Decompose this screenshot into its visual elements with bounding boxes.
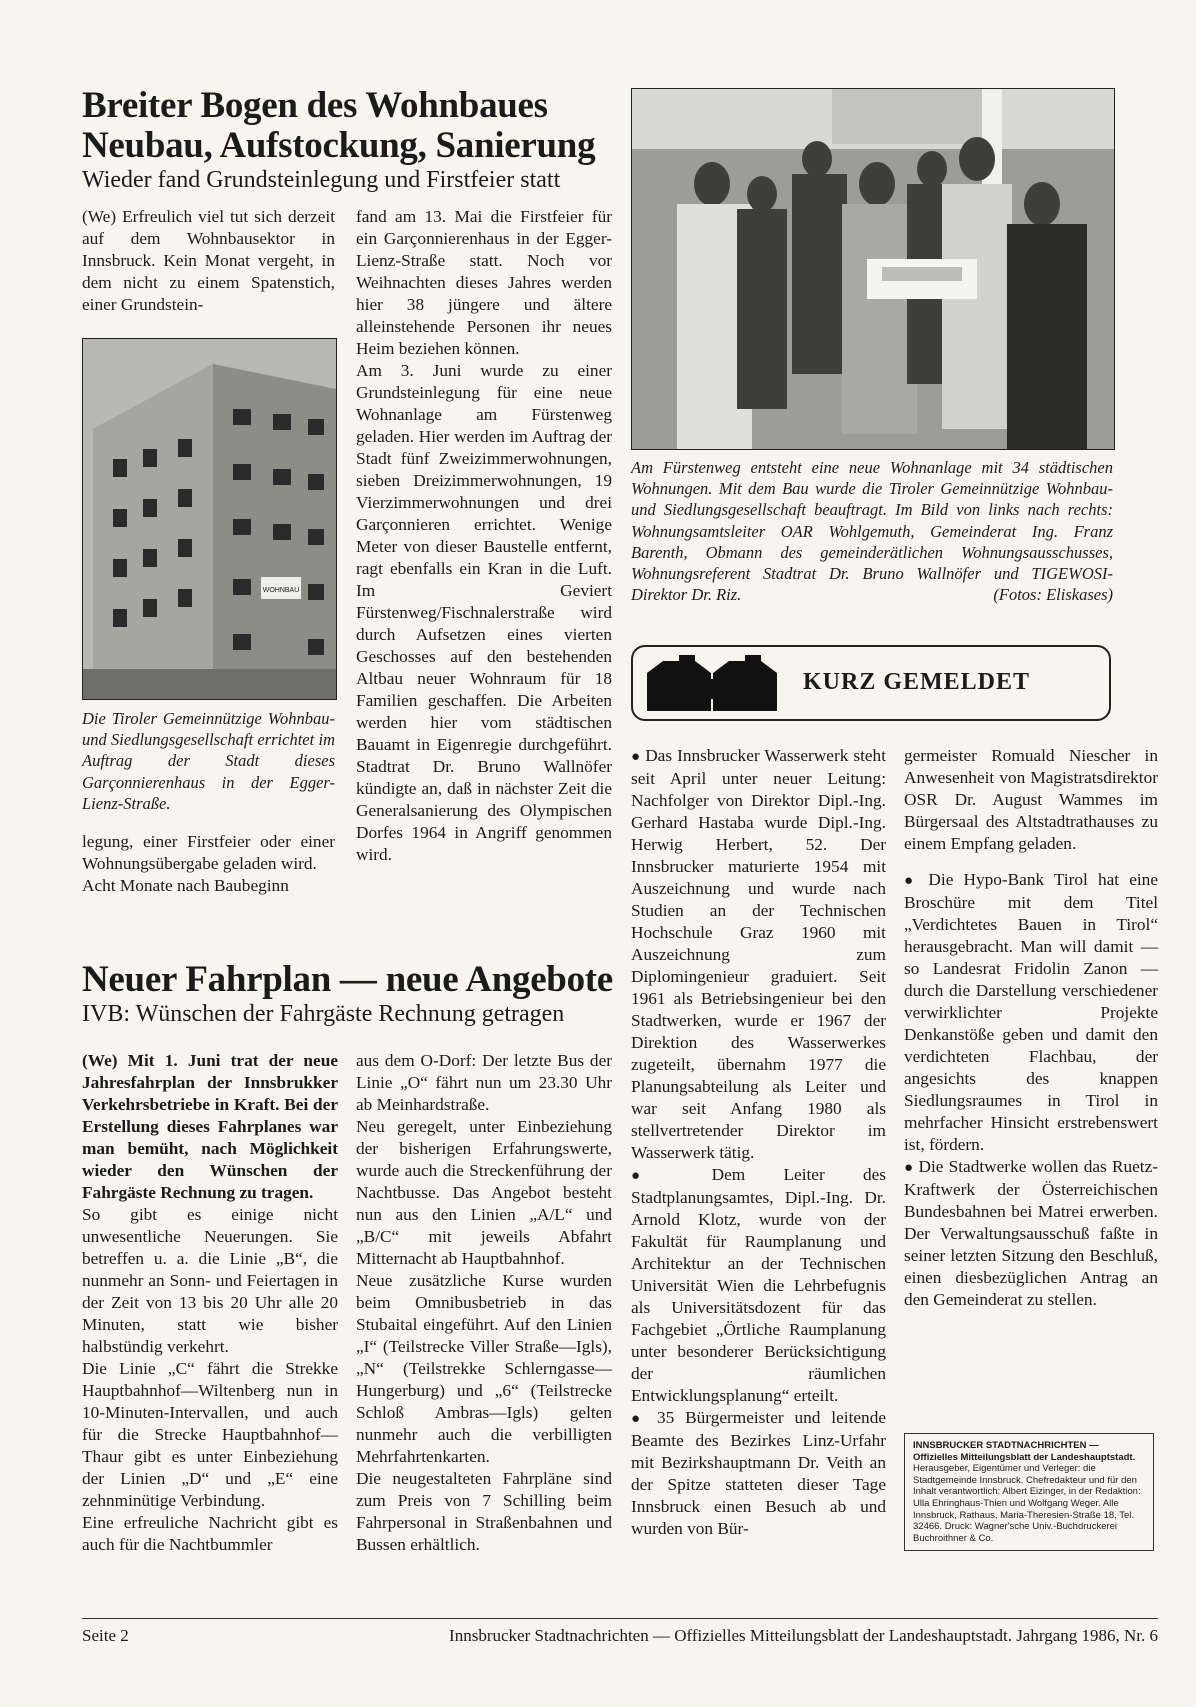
kurz-item: ● Dem Leiter des Stadtplanungsamtes, Dipl.-Ing. Dr. Arnold Klotz, wurde von der Fakultät für Raumplanung und Architektur an der Technischen Universität Wien die Lehrbefugnis als Universitätsdozent für das Fachgebiet „Örtliche Raumplanung unter besonderer Berücksichtigung der räumlichen Entwicklungsplanung“ erteilt. (631, 1164, 886, 1407)
article1-text-cont: legung, einer Firstfeier oder einer Wohnungsübergabe geladen wird. (82, 832, 335, 873)
article1-paragraph: Am 3. Juni wurde zu einer Grundsteinlegung für eine neue Wohnanlage am Fürstenweg geladen. Hier werden im Auftrag der Stadt fünf Zweizimmerwohnungen, sieben Dreizimmerwohnungen, 19 Vierzimmerwohnungen und drei Garçonnieren errichtet. Wenige Meter von dieser Baustelle entfernt, ragt ebenfalls ein Kran in die Luft. Im Geviert Fürstenweg/Fischnalerstraße wird durch Aufsetzen eines vierten Geschosses auf den bestehenden Altbau neuer Wohnraum für 18 Familien geschaffen. Die Arbeiten werden hier vom städtischen Bauamt in Eigenregie durchgeführt. Stadtrat Dr. Bruno Wallnöfer kündigte an, daß in nächster Zeit die Generalsanierung des Olympischen Dorfes 1964 in Angriff genommen wird. (356, 361, 612, 864)
group-photo-caption-text: Am Fürstenweg entsteht eine neue Wohnanlage mit 34 städtischen Wohnungen. Mit dem Bau wurde die Tiroler Gemeinnützige Wohnbau- und Siedlungsgesellschaft beauftragt. Im Bild von links nach rechts: Wohnungsamtsleiter OAR Wohlgemuth, Gemeinderat Ing. Franz Barenth, Obmann des gemeinderätlichen Wohnungsausschusses, Wohnungsreferent Stadtrat Dr. Bruno Wallnöfer und TIGEWOSI-Direktor Dr. Riz. (631, 458, 1113, 605)
footer-masthead: Innsbrucker Stadtnachrichten — Offizielles Mitteilungsblatt der Landeshauptstadt. Jahrgang 1986, Nr. 6 (449, 1626, 1158, 1645)
article1-col1-bottom (82, 831, 335, 897)
article2-paragraph: So gibt es einige nicht unwesentliche Neuerungen. Sie betreffen u. a. die Linie „B“, die nunmehr an Sonn- und Feiertagen in der Zeit von 13 bis 20 Uhr alle 20 Minuten, statt wie bisher halbstündig verkehrt. (82, 1205, 338, 1356)
article1-headline-line2: Neubau, Aufstockung, Sanierung (82, 125, 596, 166)
kurz-col1 (631, 745, 886, 1540)
houses-icon (647, 655, 779, 711)
article2-paragraph: aus dem O-Dorf: Der letzte Bus der Linie „O“ fährt nun um 23.30 Uhr ab Meinhardstraße. (356, 1051, 612, 1114)
kurz-item: ● 35 Bürgermeister und leitende Beamte des Bezirkes Linz-Urfahr mit Bezirkshauptmann Dr. Veith an der Spitze statteten dieser Tage Innsbruck einen Besuch ab und wurden von Bür- (631, 1407, 886, 1540)
group-photo (631, 88, 1115, 450)
kurz-item-cont: germeister Romuald Niescher in Anwesenheit von Magistratsdirektor OSR Dr. August Wammes im Bürgersaal des Altstadtrathauses zu einem Empfang geladen. (904, 746, 1158, 853)
impressum-title: INNSBRUCKER STADTNACHRICHTEN — Offizielles Mitteilungsblatt der Landeshauptstadt. (913, 1440, 1136, 1463)
article1-headline-line1: Breiter Bogen des Wohnbaues (82, 85, 548, 126)
kurz-item: ● Das Innsbrucker Wasserwerk steht seit April unter neuer Leitung: Nachfolger von Direktor Dipl.-Ing. Gerhard Hastaba wurde Dipl.-Ing. Herwig Herbert, 52. Der Innsbrucker maturierte 1954 mit Auszeichnung und wurde nach Studien an der Technischen Hochschule Graz 1960 mit Auszeichnung zum Diplomingenieur graduiert. Seit 1961 als Betriebsingenieur bei den Stadtwerken, wurde er 1967 der Direktion des Wasserwerkes zugeteilt, übernahm 1977 die Planungsabteilung als Leiter und war seit Anfang 1980 als stellvertretender Direktor im Wasserwerk tätig. (631, 745, 886, 1164)
article1-text: (We) Erfreulich viel tut sich derzeit auf dem Wohnbausektor in Innsbruck. Kein Monat vergeht, in dem nicht zu einem Spatenstich, einer Grundstein- (82, 207, 335, 314)
article2-paragraph: Eine erfreuliche Nachricht gibt es auch für die Nachtbummler (82, 1513, 338, 1554)
article2-paragraph: Die Linie „C“ fährt die Strekke Hauptbahnhof—Wiltenberg nun in 10-Minuten-Intervallen, und auch für die Strecke Hauptbahnhof—Thaur gibt es unter Einbeziehung der Linien „D“ und „E“ eine zehnminütige Verbindung. (82, 1359, 338, 1510)
group-photo-caption (631, 457, 1113, 605)
article2-paragraph: Neu geregelt, unter Einbeziehung der bisherigen Erfahrungswerte, wurde auch die Streckenführung der Nachtbusse. Das Angebot besteht nun aus den Linien „A/L“ und „B/C“ mit jeweils Abfahrt Mitternacht ab Hauptbahnhof. (356, 1117, 612, 1268)
article2-subheadline: IVB: Wünschen der Fahrgäste Rechnung getragen (82, 1001, 565, 1027)
impressum-box (904, 1433, 1154, 1551)
kurz-col2 (904, 745, 1158, 1311)
building-sign: WOHNBAU (262, 587, 300, 594)
kurz-item: ● Die Hypo-Bank Tirol hat eine Broschüre mit dem Titel „Verdichtetes Bauen in Tirol“ herausgebracht. Man will damit — so Landesrat Fridolin Zanon — durch die Darstellung verschiedener verwirklichter Projekte Denkanstöße geben und damit den verdichteten Flachbau, der angesichts des knappen Siedlungsraumes in Tirol in mehrfacher Hinsicht erstrebenswert ist, fördern. (904, 869, 1158, 1156)
article2-col2 (356, 1050, 612, 1556)
group-photo-svg (632, 89, 1114, 449)
article1-header (82, 86, 612, 194)
kurz-gemeldet-title: KURZ GEMELDET (803, 669, 1031, 695)
article1-subheadline: Wieder fand Grundsteinlegung und Firstfeier statt (82, 167, 561, 193)
kurz-gemeldet-banner (631, 645, 1111, 721)
article1-text-cont2: Acht Monate nach Baubeginn (82, 876, 289, 895)
article2-col1 (82, 1050, 338, 1556)
article2-paragraph: Neue zusätzliche Kurse wurden beim Omnibusbetrieb in das Stubaital eingeführt. Auf den Linien „I“ (Teilstrecke Viller Straße—Igls), „N“ (Teilstrekke Schlerngasse—Hungerburg) und „6“ (Teilstrecke Schloß Ambras—Igls) gelten nunmehr auch die verbilligten Mehrfahrtenkarten. (356, 1271, 612, 1466)
article1-col2 (356, 206, 612, 866)
footer-rule (82, 1618, 1158, 1619)
article2-headline: Neuer Fahrplan — neue Angebote (82, 959, 613, 1000)
page-number: Seite 2 (82, 1626, 129, 1645)
article2-lead: (We) Mit 1. Juni trat der neue Jahresfahrplan der Innsbrukker Verkehrsbetriebe in Kraft. Bei der Erstellung dieses Fahrplanes war man bemüht, nach Möglichkeit wieder den Wünschen der Fahrgäste Rechnung zu tragen. (82, 1051, 338, 1202)
article1-paragraph: fand am 13. Mai die Firstfeier für ein Garçonnierenhaus in der Egger-Lienz-Straße statt. Noch vor Weihnachten dieses Jahres werden hier 38 jüngere und ältere alleinstehende Personen ihr neues Heim beziehen können. (356, 207, 612, 358)
photo-credit: (Fotos: Eliskases) (993, 585, 1113, 605)
impressum-text: Herausgeber, Eigentümer und Verleger: die Stadtgemeinde Innsbruck. Chefredakteur und für den Inhalt verantwortlich: Albert Eizinger, in der Redaktion: Ulla Ehringhaus-Thien und Wolfgang Weger. Alle Innsbruck, Rathaus, Maria-Theresien-Straße 18, Tel. 32466. Druck: Wagner'sche Univ.-Buchdruckerei Buchroithner & Co. (913, 1463, 1141, 1544)
kurz-item: ● Die Stadtwerke wollen das Ruetz-Kraftwerk der Österreichischen Bundesbahnen bei Matrei erwerben. Der Verwaltungsausschuß faßte in seiner letzten Sitzung den Beschluß, einen diesbezüglichen Antrag an den Gemeinderat zu stellen. (904, 1156, 1158, 1311)
article2-header (82, 960, 622, 1028)
building-photo-svg (83, 339, 336, 699)
building-photo (82, 338, 337, 700)
article1-col1-top (82, 206, 335, 316)
building-photo-caption: Die Tiroler Gemeinnützige Wohnbau- und Siedlungsgesellschaft errichtet im Auftrag der Stadt dieses Garçonnierenhaus in der Egger-Lienz-Straße. (82, 709, 335, 813)
article2-paragraph: Die neugestalteten Fahrpläne sind zum Preis von 7 Schilling beim Fahrpersonal in Straßenbahnen und Bussen erhältlich. (356, 1469, 612, 1554)
